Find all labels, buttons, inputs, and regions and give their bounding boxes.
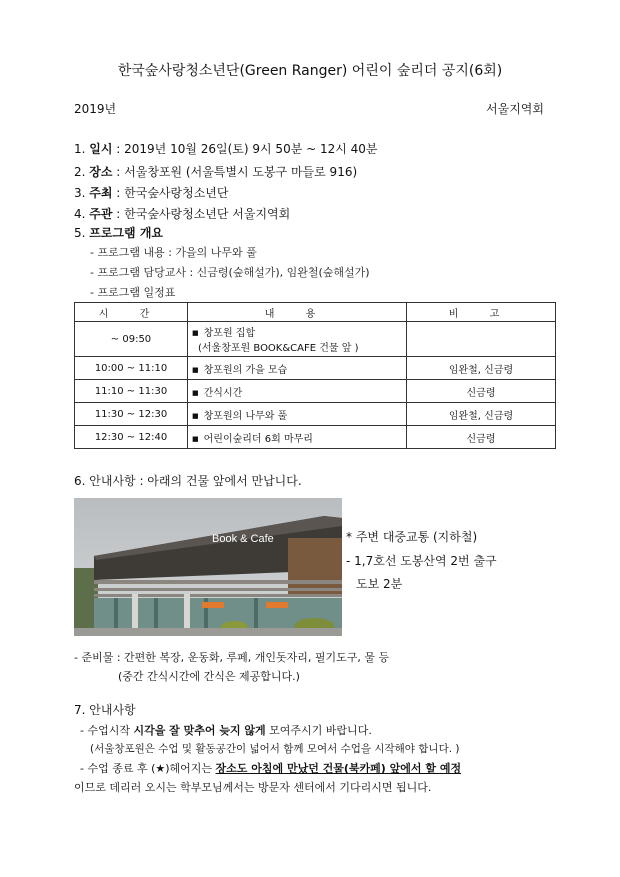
item-place: 2. 장소 : 서울창포원 (서울특별시 도봉구 마들로 916): [74, 165, 358, 179]
notice-title: 한국숲사랑청소년단(Green Ranger) 어린이 숲리더 공지(6회): [117, 63, 503, 79]
program-schedule-label: - 프로그램 일정표: [90, 286, 176, 299]
table-row: 11:10 ~ 11:30 ■ 간식시간 신금령: [75, 380, 556, 403]
table-row: 11:30 ~ 12:30 ■ 창포원의 나무와 풀 임완철, 신금령: [75, 403, 556, 426]
supplies-note: (중간 간식시간에 간식은 제공합니다.): [118, 670, 300, 683]
square-bullet-icon: ■: [192, 365, 199, 374]
table-row: 10:00 ~ 11:10 ■ 창포원의 가을 모습 임완철, 신금령: [75, 357, 556, 380]
program-teachers: - 프로그램 담당교사 : 신금령(숲해설가), 임완철(숲해설가): [90, 266, 370, 279]
table-header-row: [75, 303, 556, 322]
header-time: 시 간: [75, 303, 188, 322]
table-row: ~ 09:50 ■ 창포원 집합 (서울창포원 BOOK&CAFE 건물 앞 ): [75, 322, 556, 357]
notice-line-2: (서울창포원은 수업 및 활동공간이 넓어서 함께 모여서 수업을 시작해야 합니다. ): [90, 743, 460, 755]
section-7-title: 7. 안내사항: [74, 703, 136, 717]
square-bullet-icon: ■: [192, 388, 199, 397]
square-bullet-icon: ■: [192, 434, 199, 443]
section-6-title: 6. 안내사항 : 아래의 건물 앞에서 만납니다.: [74, 474, 302, 488]
program-content: - 프로그램 내용 : 가을의 나무와 풀: [90, 246, 257, 259]
square-bullet-icon: ■: [192, 411, 199, 420]
square-bullet-icon: ■: [192, 329, 199, 337]
item-program: 5. 프로그램 개요: [74, 226, 164, 240]
transit-line-2: 도보 2분: [356, 577, 403, 591]
organization: 서울지역회: [486, 102, 544, 116]
schedule-table: [74, 302, 556, 449]
item-organizer: 4. 주관 : 한국숲사랑청소년단 서울지역회: [74, 207, 291, 221]
year: 2019년: [74, 102, 117, 116]
notice-line-1: - 수업시작 시각을 잘 맞추어 늦지 않게 모여주시기 바랍니다.: [80, 724, 372, 737]
item-date: 1. 일시 : 2019년 10월 26일(토) 9시 50분 ~ 12시 40분: [74, 142, 378, 156]
book-cafe-sign: Book & Cafe: [212, 533, 274, 545]
header-note: 비 고: [407, 303, 556, 322]
item-host: 3. 주최 : 한국숲사랑청소년단: [74, 186, 229, 200]
transit-line-1: - 1,7호선 도봉산역 2번 출구: [346, 554, 497, 568]
supplies: - 준비물 : 간편한 복장, 운동화, 루페, 개인돗자리, 필기도구, 물 등: [74, 651, 390, 664]
notice-line-4: 이므로 데리러 오시는 학부모님께서는 방문자 센터에서 기다리시면 됩니다.: [74, 781, 432, 794]
building-photo: [74, 498, 342, 636]
transit-title: * 주변 대중교통 (지하철): [346, 530, 478, 544]
header-content: 내 용: [188, 303, 407, 322]
table-row: 12:30 ~ 12:40 ■ 어린이숲리더 6회 마무리 신금령: [75, 426, 556, 449]
notice-line-3: - 수업 종료 후 (★)헤어지는 장소도 아침에 만났던 건물(북카페) 앞에서 할 예정: [80, 762, 462, 775]
